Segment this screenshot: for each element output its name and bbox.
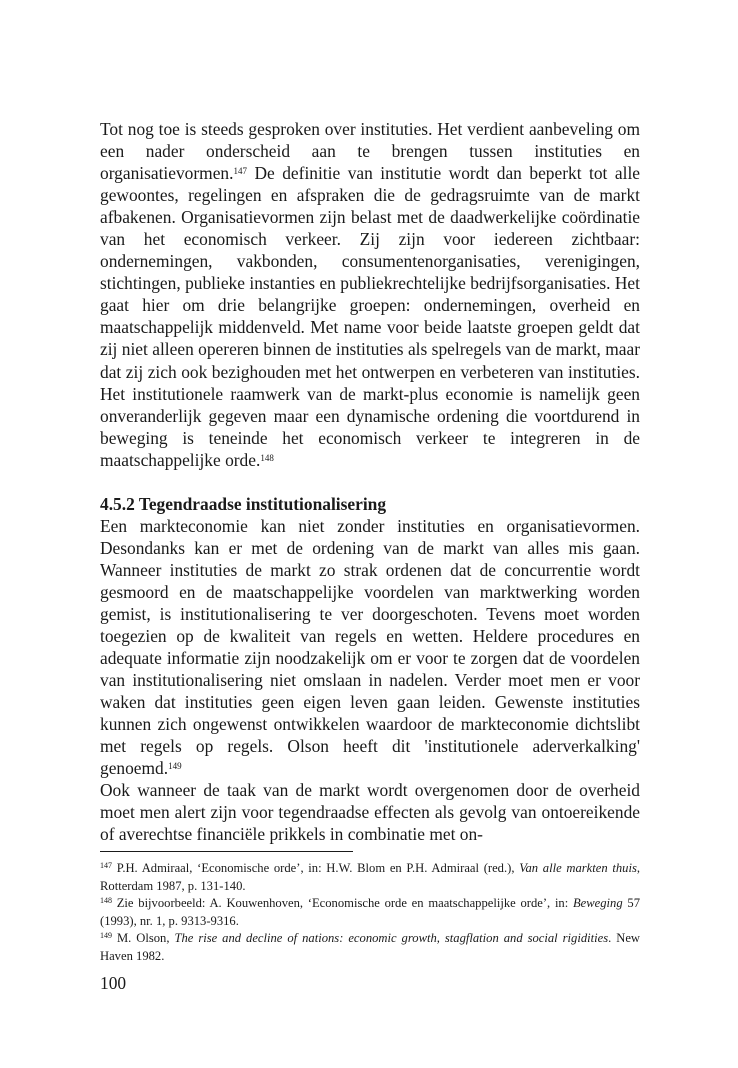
footnote-title: Beweging (572, 896, 623, 910)
footnote-text: . New Haven 1982. (100, 931, 640, 963)
footnote-number: 148 (100, 896, 112, 905)
footnote-148 (100, 895, 640, 930)
paragraph-1 (100, 118, 640, 471)
footnote-147 (100, 860, 640, 895)
footnote-text: Zie bijvoorbeeld: A. Kouwenhoven, ‘Economische orde en maatschappelijke orde’, in: (112, 896, 573, 910)
section-heading: 4.5.2 Tegendraadse institutionalisering (100, 493, 387, 514)
paragraph-3: Ook wanneer de taak van de markt wordt overgenomen door de overheid moet men alert zijn voor tegendraadse effecten als gevolg van ontoereikende of averechtse financiële prikkels in combinatie met on- (100, 780, 640, 845)
footnote-text: M. Olson, (112, 931, 175, 945)
paragraph-1-text-b: De definitie van institutie wordt dan beperkt tot alle gewoontes, regelingen en afspraken die de gedragsruimte van de markt afbakenen. Organisatievormen zijn belast met de daadwerkelijke coördinatie van het economisch verkeer. Zij zijn voor iedereen zichtbaar: ondernemingen, vakbonden, consumentenorganisaties, verenigingen, stichtingen, publieke instanties en publiekrechtelijke bedrijfsorganisaties. Het gaat hier om drie belangrijke groepen: ondernemingen, overheid en maatschappelijk middenveld. Met name voor beide laatste groepen geldt dat zij niet alleen opereren binnen de instituties als spelregels van de markt, maar dat zij zich ook bezighouden met het ontwerpen en verbeteren van instituties. Het institutionele raamwerk van de markt-plus economie is namelijk geen onveranderlijk gegeven maar een dynamische ordening die voortdurend in beweging is teneinde het economisch verkeer te integreren in de maatschappelijke orde. (100, 163, 640, 470)
footnote-title: Van alle markten thuis (519, 861, 637, 875)
paragraph-1-text-a: Tot nog toe is steeds gesproken over instituties. Het verdient aanbeveling om een nader onderscheid aan te brengen tussen instituties en organisatievormen. (100, 119, 640, 184)
footnote-text: P.H. Admiraal, ‘Economische orde’, in: H.W. Blom en P.H. Admiraal (red.), (112, 861, 520, 875)
footnote-text: , Rotterdam 1987, p. 131-140. (100, 861, 640, 893)
paragraph-2-text: Een markteconomie kan niet zonder instituties en organisatievormen. Desondanks kan er met de ordening van de markt van alles mis gaan. Wanneer instituties de markt zo strak ordenen dat de concurrentie wordt gesmoord en de maatschappelijke voordelen van marktwerking worden gemist, is institutionalisering te ver doorgeschoten. Tevens moet worden toegezien op de kwaliteit van regels en wetten. Heldere procedures en adequate informatie zijn noodzakelijk om er voor te zorgen dat de voordelen van institutionalisering niet omslaan in nadelen. Verder moet men er voor waken dat instituties geen eigen leven gaan leiden. Gewenste instituties kunnen zich ongewenst ontwikkelen waardoor de markteconomie dichtslibt met regels op regels. Olson heeft dit 'institutionele aderverkalking' genoemd. (100, 515, 640, 779)
footnote-number: 147 (100, 861, 112, 870)
page-number: 100 (100, 973, 127, 993)
footnote-149 (100, 930, 640, 965)
footnote-number: 149 (100, 931, 112, 940)
section-4-5-2 (100, 493, 640, 846)
footnote-text: 57 (1993), nr. 1, p. 9313-9316. (100, 896, 640, 928)
footnote-ref-148[interactable]: 148 (260, 452, 274, 463)
body-text (100, 118, 640, 471)
footnotes (100, 851, 640, 965)
footnote-ref-147[interactable]: 147 (233, 166, 247, 177)
footnote-title: The rise and decline of nations: economic growth, stagflation and social rigidities (174, 931, 609, 945)
page-content (100, 118, 640, 846)
footnote-divider (100, 851, 353, 852)
paragraph-2 (100, 515, 640, 780)
footnote-ref-149[interactable]: 149 (168, 761, 182, 772)
